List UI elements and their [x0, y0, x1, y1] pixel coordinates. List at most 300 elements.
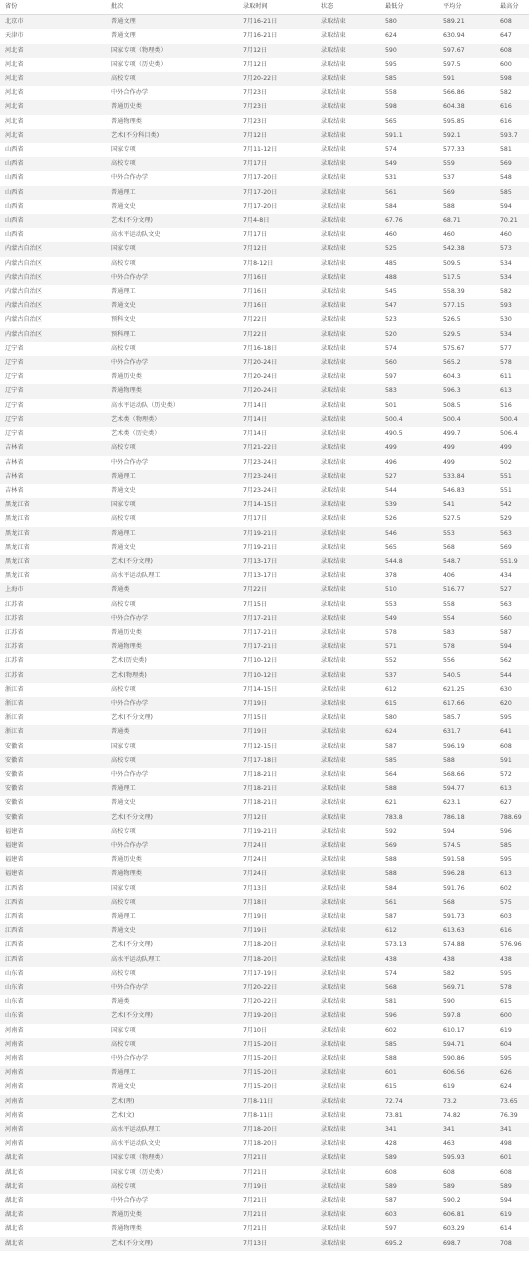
min-score-cell: 597 — [380, 370, 438, 384]
batch-cell: 艺术类（历史类） — [106, 427, 238, 441]
status-cell: 录取结束 — [316, 683, 380, 697]
province-cell: 黑龙江省 — [0, 569, 106, 583]
province-cell: 安徽省 — [0, 768, 106, 782]
admission-time-cell: 7月23-24日 — [238, 484, 316, 498]
province-cell: 江西省 — [0, 896, 106, 910]
batch-cell: 普通文理 — [106, 15, 238, 30]
table-row — [0, 1123, 529, 1137]
avg-score-cell: 68.71 — [438, 214, 495, 228]
batch-cell: 高水平运动队理工 — [106, 569, 238, 583]
min-score-cell: 553 — [380, 598, 438, 612]
min-score-cell: 531 — [380, 171, 438, 185]
avg-score-cell: 341 — [438, 1123, 495, 1137]
table-row — [0, 1095, 529, 1109]
table-row — [0, 853, 529, 867]
status-cell: 录取结束 — [316, 711, 380, 725]
province-cell: 河南省 — [0, 1137, 106, 1151]
batch-cell: 艺术(不分文理) — [106, 214, 238, 228]
admission-time-cell: 7月16日 — [238, 271, 316, 285]
status-cell: 录取结束 — [316, 1194, 380, 1208]
table-row — [0, 882, 529, 896]
max-score-cell: 530 — [495, 313, 529, 327]
admission-time-cell: 7月18-20日 — [238, 1137, 316, 1151]
province-cell: 江苏省 — [0, 626, 106, 640]
status-cell: 录取结束 — [316, 29, 380, 43]
table-row — [0, 1038, 529, 1052]
min-score-cell: 587 — [380, 910, 438, 924]
max-score-cell: 589 — [495, 1180, 529, 1194]
min-score-cell: 583 — [380, 384, 438, 398]
table-row — [0, 598, 529, 612]
status-cell: 录取结束 — [316, 157, 380, 171]
table-row — [0, 356, 529, 370]
table-header — [0, 0, 529, 15]
status-cell: 录取结束 — [316, 356, 380, 370]
batch-cell: 中外合作办学 — [106, 271, 238, 285]
avg-score-cell: 499 — [438, 456, 495, 470]
max-score-cell: 608 — [495, 44, 529, 58]
province-cell: 江西省 — [0, 938, 106, 952]
min-score-cell: 510 — [380, 583, 438, 597]
table-row — [0, 683, 529, 697]
min-score-cell: 496 — [380, 456, 438, 470]
max-score-cell: 582 — [495, 86, 529, 100]
batch-cell: 高校专项 — [106, 896, 238, 910]
admission-time-cell: 7月16-18日 — [238, 342, 316, 356]
avg-score-cell: 537 — [438, 171, 495, 185]
avg-score-cell: 591.73 — [438, 910, 495, 924]
status-cell: 录取结束 — [316, 896, 380, 910]
table-row — [0, 214, 529, 228]
batch-cell: 普通文史 — [106, 541, 238, 555]
min-score-cell: 549 — [380, 612, 438, 626]
status-cell: 录取结束 — [316, 981, 380, 995]
table-row — [0, 754, 529, 768]
status-cell: 录取结束 — [316, 867, 380, 881]
table-row — [0, 782, 529, 796]
province-cell: 浙江省 — [0, 683, 106, 697]
status-cell: 录取结束 — [316, 100, 380, 114]
batch-cell: 艺术(不分文理) — [106, 1009, 238, 1023]
table-row — [0, 995, 529, 1009]
min-score-cell: 67.76 — [380, 214, 438, 228]
header-status: 状态 — [316, 0, 380, 15]
admission-time-cell: 7月21日 — [238, 1208, 316, 1222]
table-row — [0, 342, 529, 356]
province-cell: 湖北省 — [0, 1180, 106, 1194]
table-row — [0, 484, 529, 498]
avg-score-cell: 577.33 — [438, 143, 495, 157]
min-score-cell: 585 — [380, 1038, 438, 1052]
province-cell: 安徽省 — [0, 811, 106, 825]
min-score-cell: 527 — [380, 470, 438, 484]
min-score-cell: 490.5 — [380, 427, 438, 441]
min-score-cell: 595 — [380, 58, 438, 72]
max-score-cell: 593.7 — [495, 129, 529, 143]
avg-score-cell: 500.4 — [438, 413, 495, 427]
table-row — [0, 242, 529, 256]
max-score-cell: 70.21 — [495, 214, 529, 228]
status-cell: 录取结束 — [316, 129, 380, 143]
table-row — [0, 583, 529, 597]
admission-time-cell: 7月8-11日 — [238, 1109, 316, 1123]
province-cell: 河南省 — [0, 1038, 106, 1052]
max-score-cell: 551.9 — [495, 555, 529, 569]
admission-time-cell: 7月14-15日 — [238, 683, 316, 697]
header-avg-score: 平均分 — [438, 0, 495, 15]
province-cell: 内蒙古自治区 — [0, 285, 106, 299]
max-score-cell: 627 — [495, 796, 529, 810]
avg-score-cell: 73.2 — [438, 1095, 495, 1109]
admission-time-cell: 7月12日 — [238, 58, 316, 72]
min-score-cell: 596 — [380, 1009, 438, 1023]
batch-cell: 高水平运动队文史 — [106, 228, 238, 242]
table-row — [0, 313, 529, 327]
avg-score-cell: 604.3 — [438, 370, 495, 384]
status-cell: 录取结束 — [316, 214, 380, 228]
status-cell: 录取结束 — [316, 583, 380, 597]
batch-cell: 艺术(理) — [106, 1095, 238, 1109]
status-cell: 录取结束 — [316, 938, 380, 952]
batch-cell: 高校专项 — [106, 754, 238, 768]
table-row — [0, 157, 529, 171]
max-score-cell: 581 — [495, 143, 529, 157]
table-row — [0, 981, 529, 995]
admission-time-cell: 7月17-20日 — [238, 171, 316, 185]
avg-score-cell: 594 — [438, 825, 495, 839]
max-score-cell: 506.4 — [495, 427, 529, 441]
max-score-cell: 595 — [495, 711, 529, 725]
status-cell: 录取结束 — [316, 924, 380, 938]
status-cell: 录取结束 — [316, 1080, 380, 1094]
avg-score-cell: 527.5 — [438, 512, 495, 526]
avg-score-cell: 595.93 — [438, 1151, 495, 1165]
avg-score-cell: 610.17 — [438, 1024, 495, 1038]
admission-time-cell: 7月8-11日 — [238, 1095, 316, 1109]
max-score-cell: 563 — [495, 598, 529, 612]
province-cell: 河南省 — [0, 1080, 106, 1094]
batch-cell: 艺术(不分文理) — [106, 938, 238, 952]
status-cell: 录取结束 — [316, 44, 380, 58]
status-cell: 录取结束 — [316, 626, 380, 640]
province-cell: 辽宁省 — [0, 384, 106, 398]
table-row — [0, 129, 529, 143]
admission-time-cell: 7月15-20日 — [238, 1052, 316, 1066]
min-score-cell: 588 — [380, 853, 438, 867]
min-score-cell: 612 — [380, 683, 438, 697]
avg-score-cell: 556 — [438, 654, 495, 668]
batch-cell: 普通理工 — [106, 186, 238, 200]
min-score-cell: 549 — [380, 157, 438, 171]
admission-time-cell: 7月18-20日 — [238, 1123, 316, 1137]
province-cell: 山东省 — [0, 995, 106, 1009]
avg-score-cell: 606.81 — [438, 1208, 495, 1222]
status-cell: 录取结束 — [316, 15, 380, 30]
province-cell: 湖北省 — [0, 1194, 106, 1208]
province-cell: 河北省 — [0, 115, 106, 129]
table-row — [0, 228, 529, 242]
province-cell: 吉林省 — [0, 456, 106, 470]
admission-time-cell: 7月21日 — [238, 1151, 316, 1165]
avg-score-cell: 613.63 — [438, 924, 495, 938]
min-score-cell: 72.74 — [380, 1095, 438, 1109]
batch-cell: 普通文史 — [106, 924, 238, 938]
batch-cell: 普通类 — [106, 583, 238, 597]
status-cell: 录取结束 — [316, 1038, 380, 1052]
status-cell: 录取结束 — [316, 512, 380, 526]
admission-time-cell: 7月20-24日 — [238, 356, 316, 370]
province-cell: 江苏省 — [0, 598, 106, 612]
avg-score-cell: 577.15 — [438, 299, 495, 313]
batch-cell: 艺术(不分科目类) — [106, 129, 238, 143]
province-cell: 湖北省 — [0, 1237, 106, 1251]
batch-cell: 预科理工 — [106, 328, 238, 342]
avg-score-cell: 583 — [438, 626, 495, 640]
admission-time-cell: 7月23-24日 — [238, 470, 316, 484]
batch-cell: 普通物理类 — [106, 115, 238, 129]
min-score-cell: 608 — [380, 1166, 438, 1180]
admission-time-cell: 7月10日 — [238, 1024, 316, 1038]
batch-cell: 艺术类（物理类） — [106, 413, 238, 427]
status-cell: 录取结束 — [316, 995, 380, 1009]
table-row — [0, 541, 529, 555]
status-cell: 录取结束 — [316, 669, 380, 683]
max-score-cell: 534 — [495, 328, 529, 342]
status-cell: 录取结束 — [316, 413, 380, 427]
status-cell: 录取结束 — [316, 456, 380, 470]
avg-score-cell: 608 — [438, 1166, 495, 1180]
max-score-cell: 601 — [495, 1151, 529, 1165]
province-cell: 江苏省 — [0, 640, 106, 654]
admission-time-cell: 7月22日 — [238, 583, 316, 597]
admission-time-cell: 7月18日 — [238, 896, 316, 910]
max-score-cell: 619 — [495, 1208, 529, 1222]
avg-score-cell: 568.66 — [438, 768, 495, 782]
status-cell: 录取结束 — [316, 370, 380, 384]
province-cell: 北京市 — [0, 15, 106, 30]
batch-cell: 普通物理类 — [106, 384, 238, 398]
admission-time-cell: 7月19日 — [238, 1180, 316, 1194]
status-cell: 录取结束 — [316, 598, 380, 612]
status-cell: 录取结束 — [316, 1137, 380, 1151]
batch-cell: 高校专项 — [106, 441, 238, 455]
province-cell: 内蒙古自治区 — [0, 271, 106, 285]
table-row — [0, 271, 529, 285]
admission-time-cell: 7月24日 — [238, 867, 316, 881]
batch-cell: 中外合作办学 — [106, 456, 238, 470]
admission-time-cell: 7月17-18日 — [238, 754, 316, 768]
status-cell: 录取结束 — [316, 555, 380, 569]
admission-time-cell: 7月18-21日 — [238, 782, 316, 796]
status-cell: 录取结束 — [316, 527, 380, 541]
batch-cell: 高校专项 — [106, 1038, 238, 1052]
max-score-cell: 500.4 — [495, 413, 529, 427]
batch-cell: 普通理工 — [106, 910, 238, 924]
min-score-cell: 581 — [380, 995, 438, 1009]
min-score-cell: 585 — [380, 72, 438, 86]
admission-time-cell: 7月19-21日 — [238, 541, 316, 555]
province-cell: 吉林省 — [0, 484, 106, 498]
status-cell: 录取结束 — [316, 186, 380, 200]
min-score-cell: 588 — [380, 1052, 438, 1066]
avg-score-cell: 594.77 — [438, 782, 495, 796]
province-cell: 河南省 — [0, 1109, 106, 1123]
batch-cell: 国家专项 — [106, 1024, 238, 1038]
max-score-cell: 585 — [495, 839, 529, 853]
batch-cell: 普通理工 — [106, 782, 238, 796]
status-cell: 录取结束 — [316, 1066, 380, 1080]
batch-cell: 普通文史 — [106, 299, 238, 313]
batch-cell: 国家专项 — [106, 143, 238, 157]
table-row — [0, 612, 529, 626]
max-score-cell: 585 — [495, 186, 529, 200]
admission-time-cell: 7月18-20日 — [238, 938, 316, 952]
admission-time-cell: 7月19日 — [238, 910, 316, 924]
admission-time-cell: 7月16日 — [238, 285, 316, 299]
status-cell: 录取结束 — [316, 427, 380, 441]
status-cell: 录取结束 — [316, 86, 380, 100]
batch-cell: 国家专项（物理类） — [106, 44, 238, 58]
province-cell: 江苏省 — [0, 654, 106, 668]
avg-score-cell: 606.56 — [438, 1066, 495, 1080]
admission-time-cell: 7月14日 — [238, 427, 316, 441]
status-cell: 录取结束 — [316, 1208, 380, 1222]
table-row — [0, 143, 529, 157]
max-score-cell: 602 — [495, 882, 529, 896]
status-cell: 录取结束 — [316, 725, 380, 739]
avg-score-cell: 604.38 — [438, 100, 495, 114]
batch-cell: 国家专项（物理类） — [106, 1151, 238, 1165]
min-score-cell: 588 — [380, 867, 438, 881]
admission-time-cell: 7月12日 — [238, 811, 316, 825]
min-score-cell: 488 — [380, 271, 438, 285]
province-cell: 河北省 — [0, 129, 106, 143]
min-score-cell: 565 — [380, 115, 438, 129]
max-score-cell: 620 — [495, 697, 529, 711]
admission-time-cell: 7月17日 — [238, 512, 316, 526]
avg-score-cell: 74.82 — [438, 1109, 495, 1123]
province-cell: 河北省 — [0, 44, 106, 58]
avg-score-cell: 546.83 — [438, 484, 495, 498]
max-score-cell: 516 — [495, 399, 529, 413]
province-cell: 内蒙古自治区 — [0, 313, 106, 327]
min-score-cell: 526 — [380, 512, 438, 526]
admission-time-cell: 7月18-21日 — [238, 768, 316, 782]
max-score-cell: 788.69 — [495, 811, 529, 825]
table-row — [0, 285, 529, 299]
batch-cell: 普通理工 — [106, 1066, 238, 1080]
table-row — [0, 867, 529, 881]
table-row — [0, 413, 529, 427]
avg-score-cell: 698.7 — [438, 1237, 495, 1251]
admission-time-cell: 7月16日 — [238, 299, 316, 313]
avg-score-cell: 619 — [438, 1080, 495, 1094]
province-cell: 河南省 — [0, 1052, 106, 1066]
min-score-cell: 560 — [380, 356, 438, 370]
status-cell: 录取结束 — [316, 171, 380, 185]
batch-cell: 高水平运动队文史 — [106, 1137, 238, 1151]
table-row — [0, 1052, 529, 1066]
max-score-cell: 611 — [495, 370, 529, 384]
table-row — [0, 299, 529, 313]
admission-time-cell: 7月17日 — [238, 157, 316, 171]
province-cell: 山西省 — [0, 228, 106, 242]
province-cell: 山西省 — [0, 143, 106, 157]
header-row — [0, 0, 529, 15]
batch-cell: 中外合作办学 — [106, 171, 238, 185]
batch-cell: 普通理工 — [106, 527, 238, 541]
max-score-cell: 630 — [495, 683, 529, 697]
max-score-cell: 575 — [495, 896, 529, 910]
max-score-cell: 73.65 — [495, 1095, 529, 1109]
table-row — [0, 441, 529, 455]
batch-cell: 高水平运动队理工 — [106, 953, 238, 967]
min-score-cell: 341 — [380, 1123, 438, 1137]
batch-cell: 普通文史 — [106, 1080, 238, 1094]
avg-score-cell: 548.7 — [438, 555, 495, 569]
province-cell: 山东省 — [0, 967, 106, 981]
admission-time-cell: 7月17日 — [238, 228, 316, 242]
max-score-cell: 576.96 — [495, 938, 529, 952]
avg-score-cell: 553 — [438, 527, 495, 541]
max-score-cell: 616 — [495, 924, 529, 938]
status-cell: 录取结束 — [316, 1123, 380, 1137]
min-score-cell: 460 — [380, 228, 438, 242]
admission-time-cell: 7月21日 — [238, 1194, 316, 1208]
table-row — [0, 186, 529, 200]
table-row — [0, 1166, 529, 1180]
table-row — [0, 527, 529, 541]
max-score-cell: 608 — [495, 1166, 529, 1180]
province-cell: 江苏省 — [0, 669, 106, 683]
avg-score-cell: 589.21 — [438, 15, 495, 30]
status-cell: 录取结束 — [316, 782, 380, 796]
table-row — [0, 953, 529, 967]
batch-cell: 普通文史 — [106, 484, 238, 498]
max-score-cell: 572 — [495, 768, 529, 782]
province-cell: 安徽省 — [0, 754, 106, 768]
province-cell: 内蒙古自治区 — [0, 242, 106, 256]
status-cell: 录取结束 — [316, 72, 380, 86]
max-score-cell: 598 — [495, 72, 529, 86]
batch-cell: 高校专项 — [106, 512, 238, 526]
admission-time-cell: 7月12日 — [238, 129, 316, 143]
admission-time-cell: 7月24日 — [238, 839, 316, 853]
max-score-cell: 614 — [495, 1222, 529, 1236]
batch-cell: 普通历史类 — [106, 626, 238, 640]
table-row — [0, 1009, 529, 1023]
avg-score-cell: 558 — [438, 598, 495, 612]
min-score-cell: 520 — [380, 328, 438, 342]
batch-cell: 普通文史 — [106, 200, 238, 214]
province-cell: 福建省 — [0, 825, 106, 839]
min-score-cell: 561 — [380, 896, 438, 910]
table-row — [0, 740, 529, 754]
table-row — [0, 896, 529, 910]
status-cell: 录取结束 — [316, 328, 380, 342]
min-score-cell: 500.4 — [380, 413, 438, 427]
province-cell: 山东省 — [0, 981, 106, 995]
max-score-cell: 600 — [495, 58, 529, 72]
status-cell: 录取结束 — [316, 839, 380, 853]
max-score-cell: 647 — [495, 29, 529, 43]
table-row — [0, 669, 529, 683]
admission-time-cell: 7月21日 — [238, 1166, 316, 1180]
header-min-score: 最低分 — [380, 0, 438, 15]
batch-cell: 中外合作办学 — [106, 1052, 238, 1066]
admission-time-cell: 7月10-12日 — [238, 669, 316, 683]
table-row — [0, 967, 529, 981]
